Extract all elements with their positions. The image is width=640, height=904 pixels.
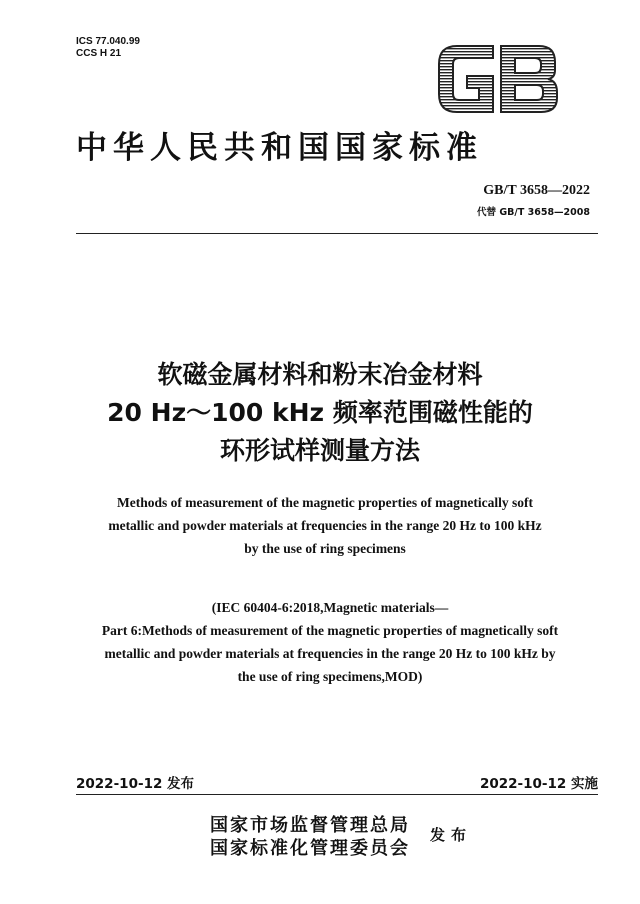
chinese-title xyxy=(40,356,600,470)
ics-ccs-codes xyxy=(76,36,140,60)
issue-label: 发布 xyxy=(430,826,473,844)
english-title-line-1: Methods of measurement of the magnetic properties of magnetically soft xyxy=(116,495,534,510)
iec-reference xyxy=(60,596,600,688)
english-title-line-3: by the use of ring specimens xyxy=(244,541,406,556)
standard-number: GB/T 3658—2022 xyxy=(483,183,590,198)
chinese-title-line-2: 20 Hz～100 kHz 频率范围磁性能的 xyxy=(107,398,533,427)
gb-logo-icon xyxy=(435,42,561,116)
implement-date: 2022-10-12 实施 xyxy=(479,776,598,792)
issuer-samr: 国家市场监督管理总局 xyxy=(210,815,410,836)
standard-number-block xyxy=(477,182,590,218)
iec-reference-line-4: the use of ring specimens,MOD) xyxy=(237,669,423,684)
english-title-line-2: metallic and powder materials at frequencies in the range 20 Hz to 100 kHz xyxy=(108,518,542,533)
issuing-organizations xyxy=(210,814,410,860)
issuer-sac: 国家标准化管理委员会 xyxy=(210,838,410,859)
chinese-title-line-1: 软磁金属材料和粉末冶金材料 xyxy=(157,360,483,389)
national-standard-title: 中华人民共和国国家标准 xyxy=(76,130,483,166)
iec-reference-line-3: metallic and powder materials at frequencies in the range 20 Hz to 100 kHz by xyxy=(104,646,556,661)
english-title xyxy=(60,491,590,560)
iec-reference-line-1: (IEC 60404-6:2018,Magnetic materials— xyxy=(211,600,449,615)
publish-date: 2022-10-12 发布 xyxy=(76,776,195,792)
top-divider xyxy=(76,233,598,234)
ccs-code: CCS H 21 xyxy=(76,48,122,59)
ics-code: ICS 77.040.99 xyxy=(76,36,140,47)
replaces-standard: 代替 GB/T 3658—2008 xyxy=(477,207,590,218)
iec-reference-line-2: Part 6:Methods of measurement of the magnetic properties of magnetically soft xyxy=(101,623,559,638)
bottom-divider xyxy=(76,794,598,795)
chinese-title-line-3: 环形试样测量方法 xyxy=(219,436,420,465)
